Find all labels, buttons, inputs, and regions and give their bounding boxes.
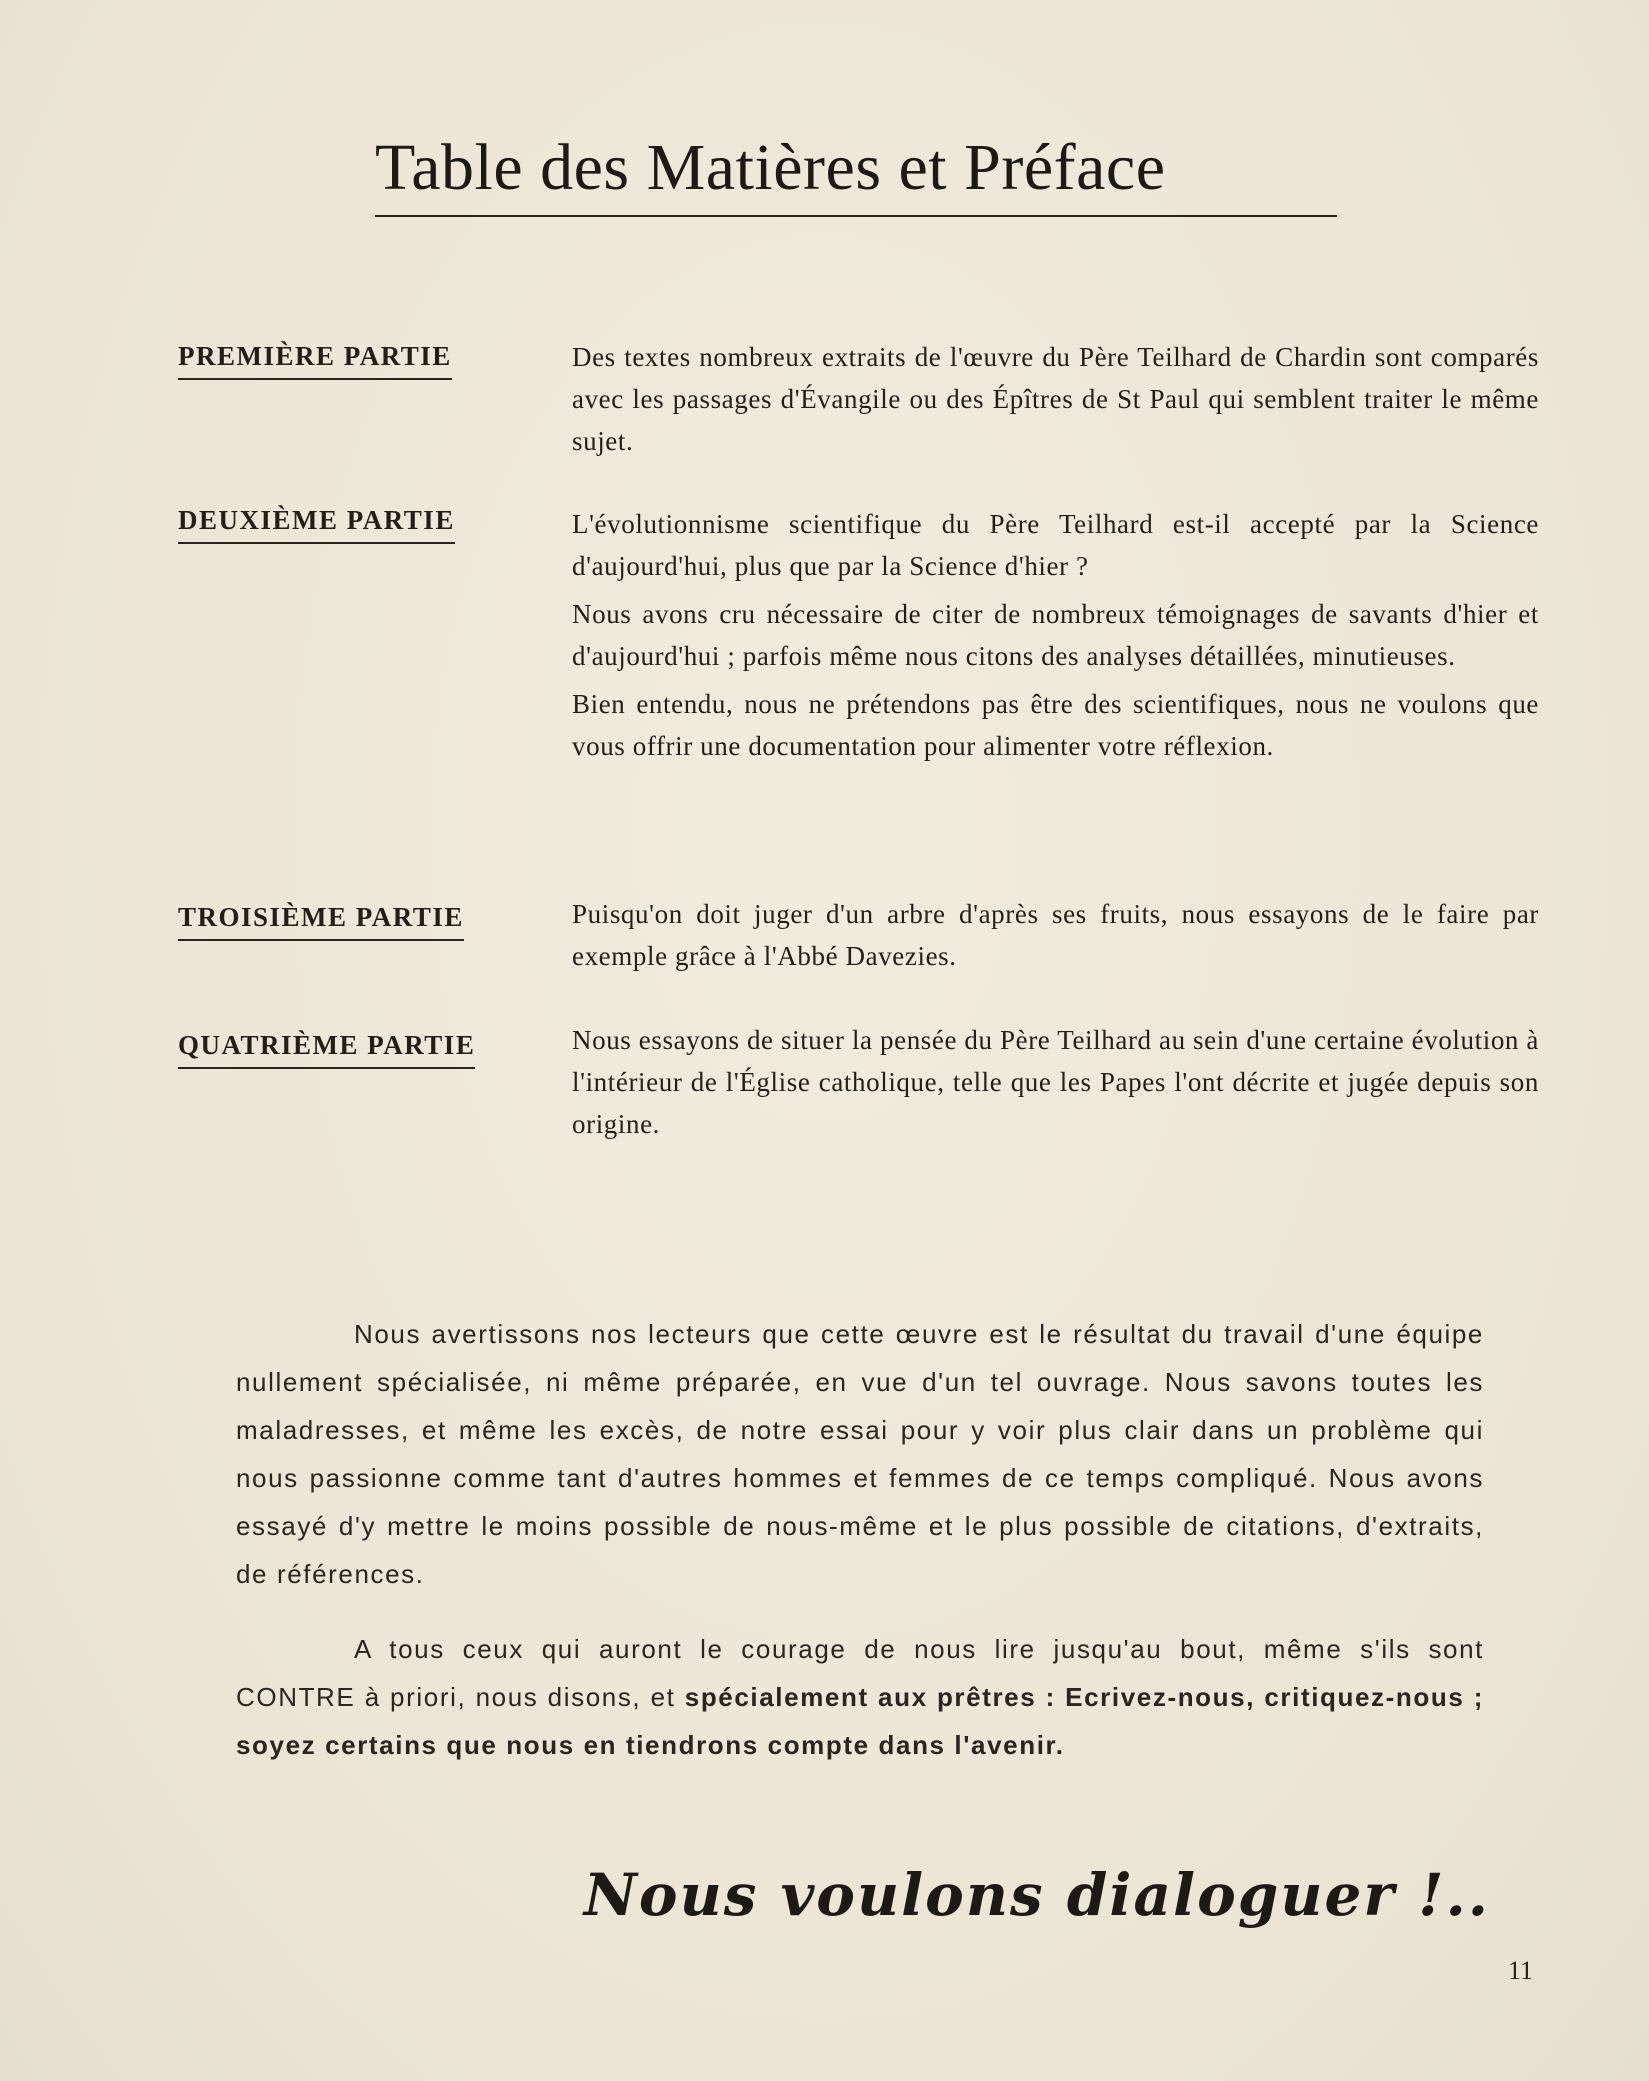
title-underline — [375, 215, 1337, 217]
section-paragraph: Nous essayons de situer la pensée du Père Teilhard au sein d'une certaine évolution à l'intérieur de l'Église catholique, telle que les Papes l'ont décrite et jugée depuis son origine. — [572, 1025, 1539, 1139]
preface-paragraph-1 — [236, 1310, 1484, 1598]
section-paragraph: Puisqu'on doit juger d'un arbre d'après ses fruits, nous essayons de le faire par exemple grâce à l'Abbé Davezies. — [572, 899, 1539, 971]
preface-text-bold: spécialement aux prêtres : Ecrivez-nous, critiquez-nous ; soyez certains que nous en tiendrons compte dans l'avenir. — [236, 1682, 1484, 1760]
section-text-quatrieme — [572, 1019, 1539, 1151]
section-paragraph: L'évolutionnisme scientifique du Père Teilhard est-il accepté par la Science d'aujourd'hui, plus que par la Science d'hier ? — [572, 509, 1539, 581]
section-text-troisieme — [572, 893, 1539, 983]
section-paragraph: Bien entendu, nous ne prétendons pas être des scientifiques, nous ne voulons que vous offrir une documentation pour alimenter votre réflexion. — [572, 689, 1539, 761]
page-number: 11 — [1508, 1956, 1534, 1985]
preface-text: Nous avertissons nos lecteurs que cette œuvre est le résultat du travail d'une équipe nullement spécialisée, ni même préparée, en vue d'un tel ouvrage. Nous savons toutes les maladresses, et même les excès, de notre essai pour y voir plus clair dans un problème qui nous passionne comme tant d'autres hommes et femmes de ce temps compliqué. Nous avons essayé d'y mettre le moins possible de nous-même et le plus possible de citations, d'extraits, de références. — [236, 1319, 1484, 1589]
section-label-premiere: PREMIÈRE PARTIE — [178, 336, 452, 380]
page-title: Table des Matières et Préface — [375, 131, 1166, 204]
section-paragraph: Des textes nombreux extraits de l'œuvre du Père Teilhard de Chardin sont comparés avec les passages d'Évangile ou des Épîtres de St Paul qui semblent traiter le même sujet. — [572, 342, 1539, 456]
preface-text-regular: A tous ceux qui auront le courage de nous lire jusqu'au bout, même s'ils sont CONTRE à priori, nous disons, et — [236, 1634, 1484, 1712]
section-label-quatrieme: QUATRIÈME PARTIE — [178, 1025, 475, 1069]
preface-text-2 — [236, 1625, 1484, 1769]
section-text-deuxieme — [572, 503, 1539, 773]
closing-signature: Nous voulons dialoguer !.. — [583, 1861, 1490, 1929]
section-text-premiere — [572, 336, 1539, 468]
section-label-troisieme: TROISIÈME PARTIE — [178, 897, 464, 941]
section-label-deuxieme: DEUXIÈME PARTIE — [178, 500, 455, 544]
section-paragraph: Nous avons cru nécessaire de citer de nombreux témoignages de savants d'hier et d'aujourd'hui ; parfois même nous citons des analyses détaillées, minutieuses. — [572, 599, 1539, 671]
preface-paragraph-2 — [236, 1625, 1484, 1769]
